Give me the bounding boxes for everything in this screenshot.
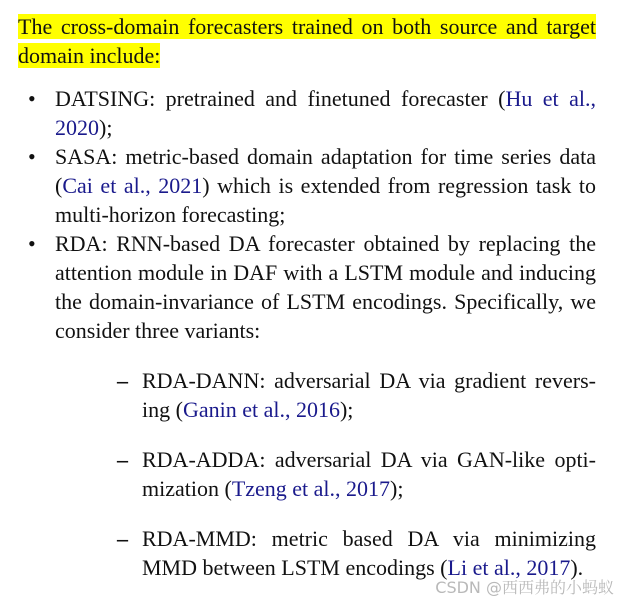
citation-link[interactable]: Cai et al., 2021 [62,173,203,198]
citation-link[interactable]: Li et al., 2017 [447,555,571,580]
item-text-tail: ); [99,115,113,140]
citation-link[interactable]: Hu et al., 2020 [55,86,596,140]
list-item-rda [18,229,596,582]
subitem-text-tail: ); [339,397,354,422]
sublist-item-rda-mmd [55,524,596,582]
subitem-text: RDA-DANN: adversarial DA via gradient revers-ing ( [142,368,596,422]
highlighted-intro-text: The cross-domain forecasters trained on both source and target domain include: [18,14,596,68]
subitem-text: RDA-ADDA: adversarial DA via GAN-like opti-mization ( [142,447,596,501]
bullet-icon: • [28,231,36,256]
list-item-datsing [18,84,596,142]
subitem-text: RDA-MMD: metric based DA via minimizing MMD between LSTM encodings ( [142,526,596,580]
dash-icon: – [117,368,128,393]
citation-link[interactable]: Tzeng et al., 2017 [231,476,391,501]
subitem-text-tail: ); [390,476,404,501]
item-text: RDA: RNN-based DA forecaster obtained by replacing the attention module in DAF with a LSTM module and inducing the domain-invariance of LSTM encodings. Specifically, we consider three variants: [55,231,596,343]
sublist-item-rda-adda [55,445,596,503]
item-text: SASA: metric-based domain adaptation for time series data ( [55,144,596,198]
intro-paragraph [18,12,596,70]
rda-variant-list [55,366,596,582]
item-text-tail: ) which is extended from regression task to multi-horizon forecasting; [55,173,597,227]
dash-icon: – [117,526,128,551]
item-text: DATSING: pretrained and finetuned forecaster ( [55,86,506,111]
forecaster-list [18,84,596,582]
csdn-watermark: CSDN @西西弗的小蚂蚁 [435,578,614,597]
citation-link[interactable]: Ganin et al., 2016 [182,397,340,422]
bullet-icon: • [28,144,36,169]
subitem-text-tail: ). [570,555,584,580]
sublist-item-rda-dann [55,366,596,424]
paper-excerpt [18,12,596,582]
bullet-icon: • [28,86,36,111]
list-item-sasa [18,142,596,229]
dash-icon: – [117,447,128,472]
